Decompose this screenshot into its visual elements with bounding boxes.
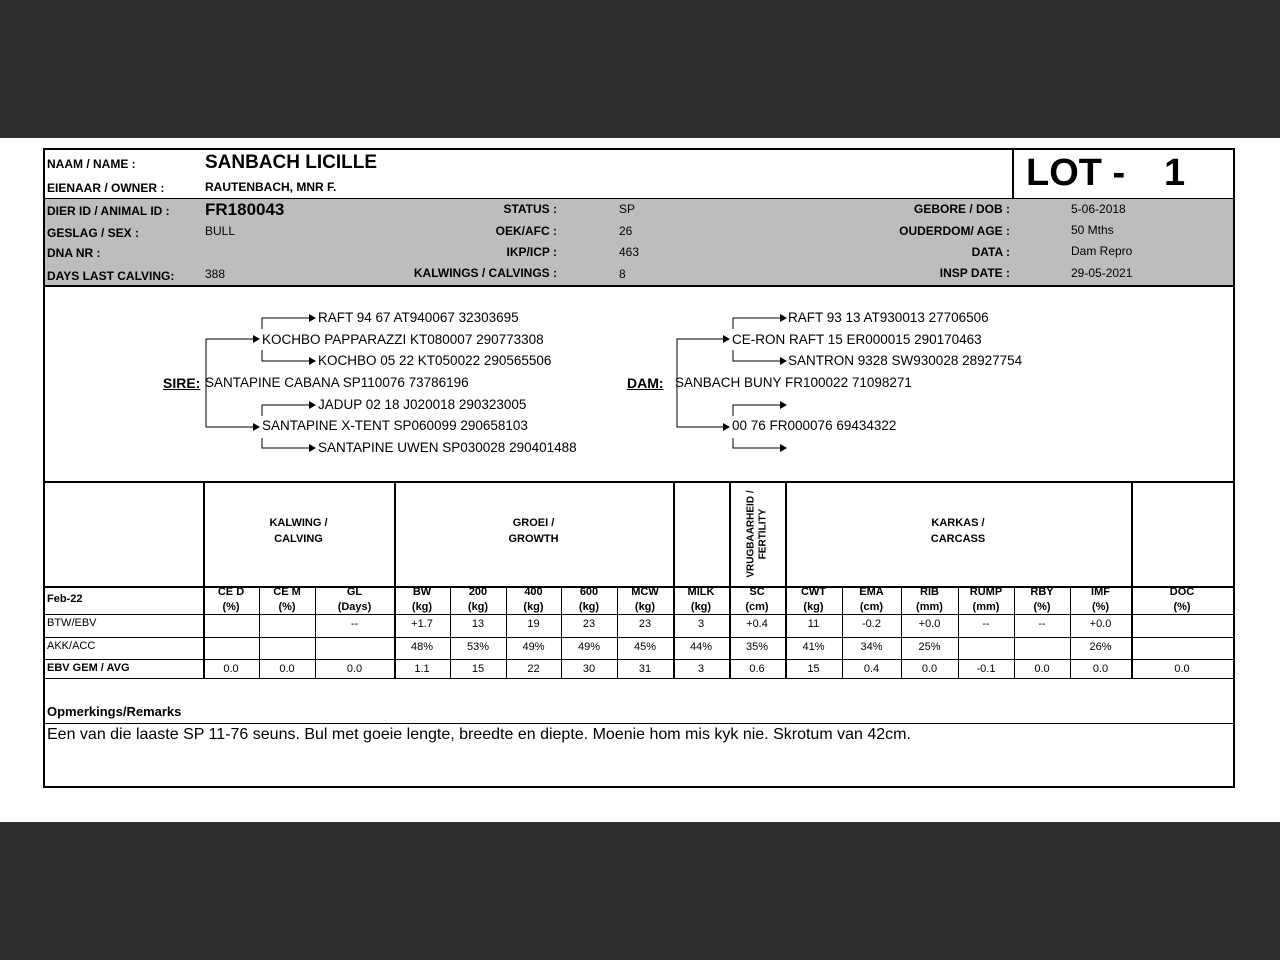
- ebv-cell: 41%: [802, 641, 825, 653]
- ebv-cell: --: [1038, 618, 1046, 630]
- age-value: 50 Mths: [1071, 223, 1114, 237]
- ebv-cell: 25%: [918, 641, 941, 653]
- ebv-cell: 35%: [745, 641, 769, 653]
- icp-value: 463: [619, 245, 640, 259]
- ebv-cell: 48%: [410, 641, 434, 653]
- sex-label: GESLAG / SEX :: [47, 226, 140, 240]
- ebv-cell: 11: [807, 618, 820, 630]
- ebv-cell: +1.7: [411, 618, 433, 630]
- ebv-cell: 1.1: [414, 663, 430, 675]
- ebv-col-sc: SC (cm): [745, 586, 769, 613]
- lot-card: [43, 148, 1235, 788]
- ebv-col-rby: RBY (%): [1030, 586, 1054, 613]
- ebv-cell: 44%: [689, 641, 713, 653]
- dob-label: GEBORE / DOB :: [913, 202, 1010, 216]
- ebv-cell: 34%: [860, 641, 883, 653]
- details-block: [45, 199, 1233, 285]
- ebv-cell: 0.0: [279, 663, 295, 675]
- afc-label: OEK/AFC :: [495, 224, 557, 238]
- ebv-col-doc: DOC (%): [1169, 586, 1195, 613]
- ebv-cell: -0.1: [976, 663, 996, 675]
- icp-label: IKP/ICP :: [506, 245, 557, 259]
- name-label: NAAM / NAME :: [47, 157, 136, 171]
- ebv-col-rib: RIB (mm): [916, 586, 943, 613]
- sex-value: BULL: [205, 224, 236, 238]
- dam-sire-dam: SANTRON 9328 SW930028 28927754: [788, 353, 1023, 368]
- data-label: DATA :: [971, 245, 1010, 259]
- ebv-row-label: AKK/ACC: [47, 640, 96, 652]
- insp-date-label: INSP DATE :: [939, 266, 1010, 280]
- ebv-cell: 15: [807, 663, 820, 675]
- ebv-cell: 13: [471, 618, 485, 630]
- ebv-cell: 0.0: [1092, 663, 1109, 675]
- status-value: SP: [619, 202, 636, 216]
- ebv-col-bw: BW (kg): [411, 586, 433, 613]
- remarks-text: Een van die laaste SP 11-76 seuns. Bul met goeie lengte, breedte en diepte. Moenie hom mis kyk nie. Skrotum van 42cm.: [47, 726, 911, 743]
- ebv-cell: +0.0: [918, 618, 941, 630]
- ebv-cell: 3: [697, 618, 705, 630]
- ebv-col-ce-d: CE D (%): [217, 586, 245, 613]
- ebv-cell: 53%: [466, 641, 490, 653]
- ebv-cell: 0.0: [1174, 663, 1190, 675]
- ebv-row-label: BTW/EBV: [47, 617, 97, 629]
- sire-dam-sire: JADUP 02 18 J020018 290323005: [318, 397, 527, 412]
- dam-sire-sire: RAFT 93 13 AT930013 27706506: [788, 310, 989, 325]
- ebv-period: Feb-22: [47, 593, 83, 605]
- ebv-col-400: 400 (kg): [523, 586, 544, 613]
- ebv-cell: 49%: [577, 641, 601, 653]
- remarks-label: Opmerkings/Remarks: [47, 704, 182, 719]
- ebv-cell: 31: [638, 663, 652, 675]
- dam: SANBACH BUNY FR100022 71098271: [675, 375, 912, 390]
- ebv-cell: 0.4: [863, 663, 880, 675]
- lot-sheet: [0, 138, 1280, 822]
- days-calving-value: 388: [205, 267, 226, 281]
- dob-value: 5-06-2018: [1071, 202, 1126, 216]
- dam-dam: 00 76 FR000076 69434322: [732, 418, 897, 433]
- ebv-cell: 22: [527, 663, 540, 675]
- ebv-cell: +0.4: [746, 618, 768, 630]
- ebv-cell: 0.0: [1034, 663, 1050, 675]
- sire-sire-sire: RAFT 94 67 AT940067 32303695: [318, 310, 519, 325]
- age-label: OUDERDOM/ AGE :: [899, 224, 1010, 238]
- sire-dam: SANTAPINE X-TENT SP060099 290658103: [262, 418, 528, 433]
- group-growth-header: GROEI / GROWTH: [508, 517, 559, 545]
- ebv-cell: 23: [582, 618, 596, 630]
- ebv-col-200: 200 (kg): [467, 586, 489, 613]
- ebv-cell: 49%: [522, 641, 545, 653]
- ebv-cell: --: [982, 618, 990, 630]
- calvings-value: 8: [619, 267, 626, 281]
- group-fertility-header: VRUGBAARHEID / FERTILITY: [745, 489, 768, 578]
- dam-label: DAM:: [627, 375, 664, 391]
- ebv-col-mcw: MCW (kg): [631, 586, 659, 613]
- ebv-cell: 0.0: [223, 663, 239, 675]
- group-calving-header: KALWING / CALVING: [269, 517, 328, 545]
- ebv-cell: +0.0: [1089, 618, 1112, 630]
- data-value: Dam Repro: [1071, 244, 1133, 258]
- ebv-col-rump: RUMP (mm): [969, 586, 1003, 613]
- name-value: SANBACH LICILLE: [205, 152, 378, 173]
- lot-box: [1012, 150, 1233, 199]
- ebv-cell: 15: [471, 663, 485, 675]
- ebv-table: [45, 481, 1233, 681]
- status-label: STATUS :: [503, 202, 557, 216]
- lot-number: 1: [1164, 152, 1186, 194]
- animal-id-label: DIER ID / ANIMAL ID :: [47, 204, 170, 218]
- ebv-col-gl: GL (Days): [337, 586, 372, 613]
- sire-label: SIRE:: [163, 375, 201, 391]
- lot-label: LOT -: [1026, 152, 1126, 194]
- afc-value: 26: [619, 224, 633, 238]
- dam-sire: CE-RON RAFT 15 ER000015 290170463: [732, 332, 982, 347]
- ebv-col-cwt: CWT (kg): [800, 586, 827, 613]
- ebv-cell: 19: [527, 618, 540, 630]
- days-calving-label: DAYS LAST CALVING:: [47, 269, 175, 283]
- sire-sire: KOCHBO PAPPARAZZI KT080007 290773308: [262, 332, 544, 347]
- ebv-col-ce-m: CE M (%): [273, 586, 301, 613]
- calvings-label: KALWINGS / CALVINGS :: [413, 266, 557, 280]
- ebv-cell: --: [350, 618, 359, 630]
- ebv-cell: 0.6: [749, 663, 765, 675]
- sire: SANTAPINE CABANA SP110076 73786196: [205, 375, 469, 390]
- owner-label: EIENAAR / OWNER :: [47, 181, 165, 195]
- ebv-cell: 30: [582, 663, 596, 675]
- ebv-col-600: 600 (kg): [578, 586, 600, 613]
- ebv-cell: 23: [638, 618, 652, 630]
- ebv-cell: 0.0: [921, 663, 938, 675]
- ebv-col-milk: MILK (kg): [687, 586, 715, 613]
- ebv-cell: 0.0: [346, 663, 363, 675]
- animal-id-value: FR180043: [205, 200, 285, 219]
- sire-dam-dam: SANTAPINE UWEN SP030028 290401488: [318, 440, 577, 455]
- ebv-cell: 26%: [1089, 641, 1112, 653]
- ebv-col-ema: EMA (cm): [859, 586, 884, 613]
- ebv-cell: -0.2: [862, 618, 881, 630]
- ebv-col-imf: IMF (%): [1091, 586, 1110, 613]
- group-carcass-header: KARKAS / CARCASS: [930, 517, 986, 545]
- ebv-cell: 45%: [633, 641, 657, 653]
- dna-label: DNA NR :: [47, 246, 101, 260]
- sire-sire-dam: KOCHBO 05 22 KT050022 290565506: [318, 353, 552, 368]
- owner-value: RAUTENBACH, MNR F.: [205, 180, 337, 194]
- insp-date-value: 29-05-2021: [1071, 266, 1133, 280]
- ebv-row-label: EBV GEM / AVG: [47, 662, 130, 674]
- ebv-cell: 3: [697, 663, 705, 675]
